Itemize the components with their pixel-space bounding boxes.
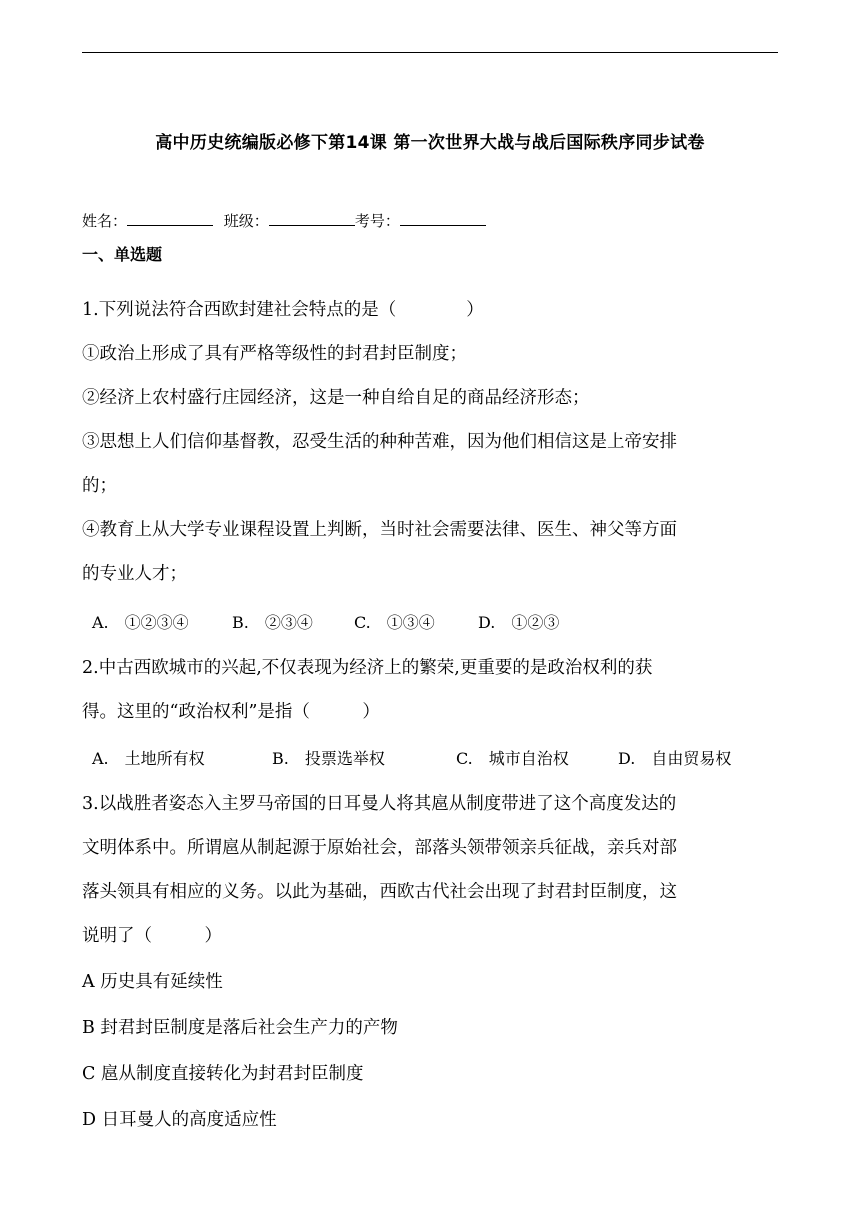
question-line: ②经济上农村盛行庄园经济，这是一种自给自足的商品经济形态； bbox=[82, 388, 590, 408]
option-c[interactable]: C. ①③④ bbox=[354, 613, 435, 632]
option-a[interactable]: A 历史具有延续性 bbox=[82, 972, 223, 992]
class-label: 班级： bbox=[223, 212, 269, 230]
section-title: 一、单选题 bbox=[82, 245, 163, 264]
question-line: ④教育上从大学专业课程设置上判断，当时社会需要法律、医生、神父等方面 bbox=[82, 520, 677, 540]
exam-no-blank[interactable] bbox=[400, 211, 486, 226]
question-line: 的专业人才； bbox=[82, 564, 187, 584]
question-line: 1.下列说法符合西欧封建社会特点的是（ ） bbox=[82, 300, 484, 320]
question-line: 文明体系中。所谓扈从制起源于原始社会，部落头领带领亲兵征战，亲兵对部 bbox=[82, 838, 677, 858]
option-a[interactable]: A. 土地所有权 bbox=[92, 749, 205, 768]
option-c[interactable]: C 扈从制度直接转化为封君封臣制度 bbox=[82, 1064, 364, 1084]
option-b[interactable]: B. ②③④ bbox=[232, 613, 313, 632]
student-info-row bbox=[82, 210, 486, 231]
question-line: 的； bbox=[82, 476, 117, 496]
question-line: 说明了（ ） bbox=[82, 926, 222, 946]
header-rule bbox=[82, 52, 778, 53]
option-b[interactable]: B. 投票选举权 bbox=[272, 749, 385, 768]
name-blank[interactable] bbox=[127, 211, 213, 226]
question-line: 落头领具有相应的义务。以此为基础，西欧古代社会出现了封君封臣制度，这 bbox=[82, 882, 677, 902]
option-d[interactable]: D 日耳曼人的高度适应性 bbox=[82, 1110, 277, 1130]
exam-title: 高中历史统编版必修下第14课 第一次世界大战与战后国际秩序同步试卷 bbox=[155, 133, 705, 153]
option-d[interactable]: D. ①②③ bbox=[478, 613, 560, 632]
exam-no-label: 考号： bbox=[354, 212, 400, 230]
question-line: 3.以战胜者姿态入主罗马帝国的日耳曼人将其扈从制度带进了这个高度发达的 bbox=[82, 794, 677, 814]
class-blank[interactable] bbox=[269, 211, 355, 226]
option-b[interactable]: B 封君封臣制度是落后社会生产力的产物 bbox=[82, 1018, 398, 1038]
question-line: ①政治上形成了具有严格等级性的封君封臣制度； bbox=[82, 344, 467, 364]
question-line: 2.中古西欧城市的兴起,不仅表现为经济上的繁荣,更重要的是政治权利的获 bbox=[82, 658, 653, 678]
question-line: ③思想上人们信仰基督教，忍受生活的种种苦难，因为他们相信这是上帝安排 bbox=[82, 432, 677, 452]
question-line: 得。这里的“政治权利”是指（ ） bbox=[82, 702, 380, 722]
option-a[interactable]: A. ①②③④ bbox=[92, 613, 189, 632]
option-c[interactable]: C. 城市自治权 bbox=[456, 749, 569, 768]
name-label: 姓名： bbox=[82, 212, 128, 230]
option-d[interactable]: D. 自由贸易权 bbox=[618, 749, 732, 768]
